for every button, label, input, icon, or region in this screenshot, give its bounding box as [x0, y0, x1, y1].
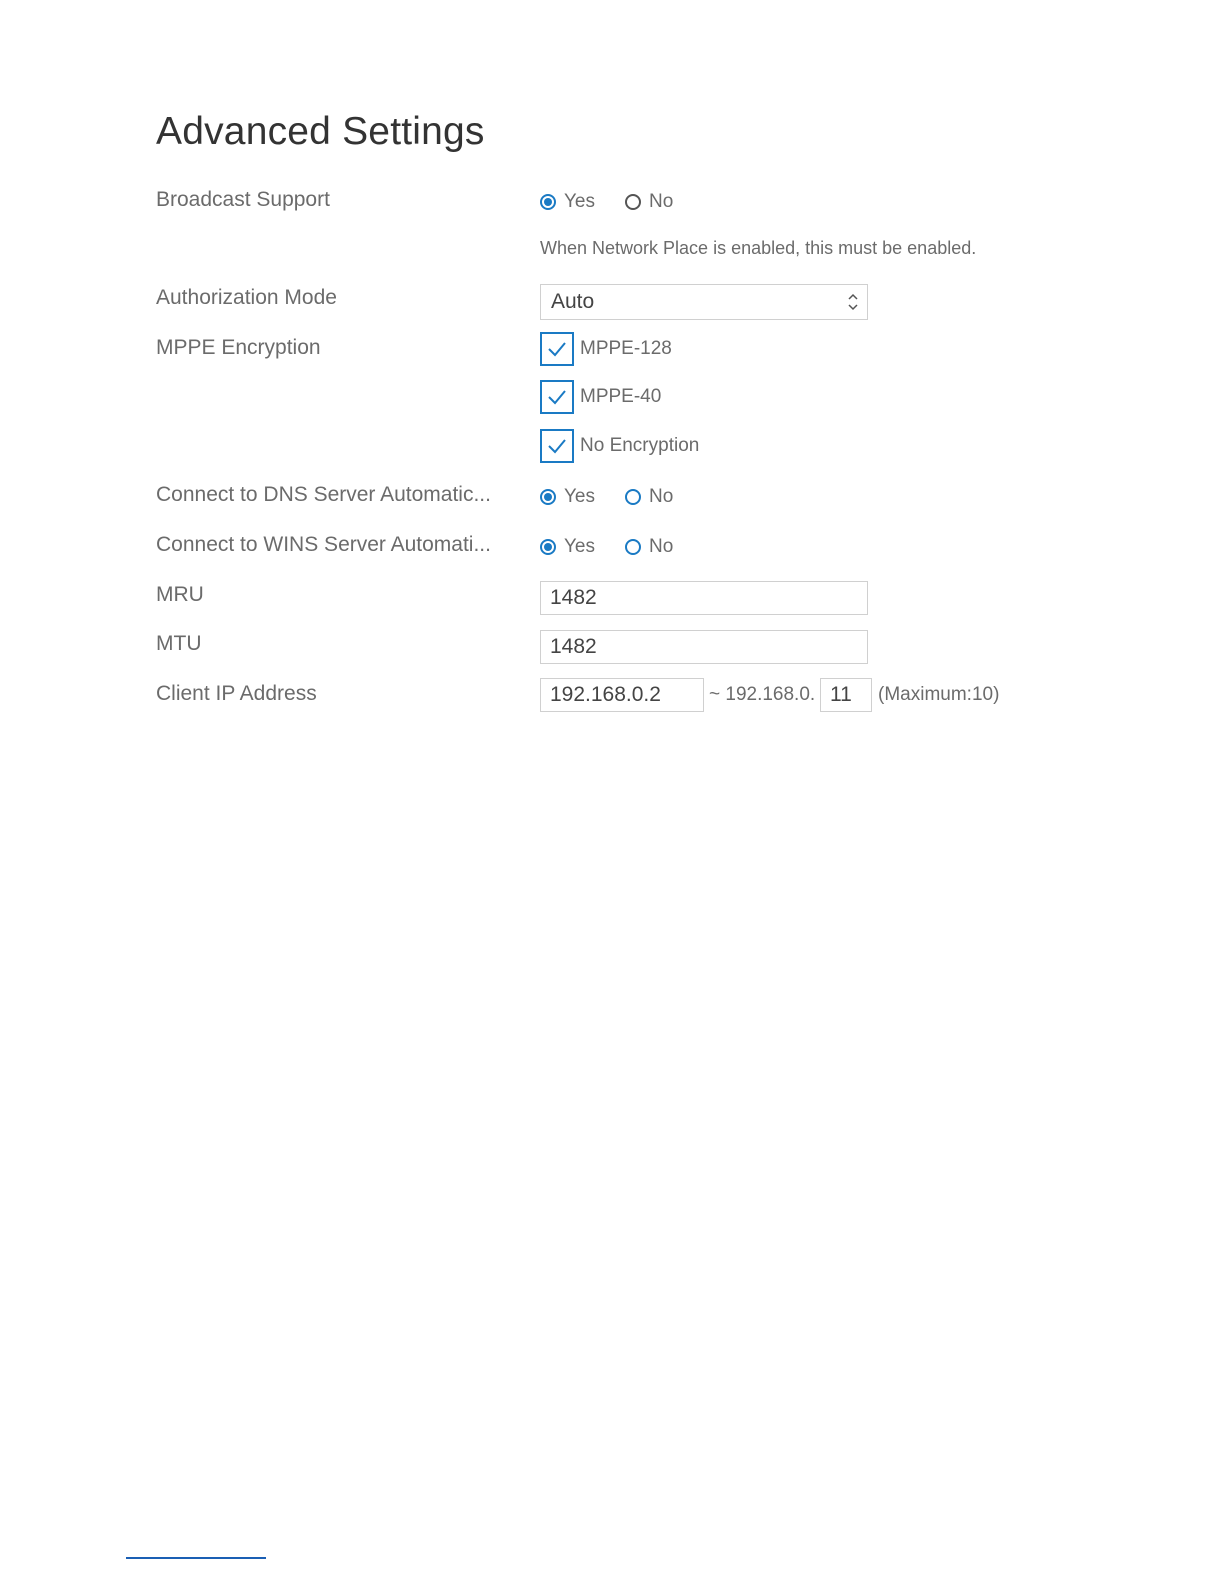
authorization-mode-value: Auto: [551, 290, 595, 313]
dns-auto-yes-radio[interactable]: [540, 486, 595, 508]
radio-selected-icon: [540, 489, 556, 505]
radio-label-no: No: [649, 486, 674, 507]
checkmark-icon: [540, 332, 574, 366]
broadcast-support-yes-radio[interactable]: [540, 191, 595, 213]
client-ip-range-prefix: ~ 192.168.0.: [709, 684, 816, 705]
radio-label-yes: Yes: [564, 191, 595, 212]
dns-auto-radio-group: [540, 486, 673, 508]
mru-label: MRU: [156, 583, 204, 606]
radio-selected-icon: [540, 194, 556, 210]
footer-divider: [126, 1557, 266, 1559]
client-ip-start-input[interactable]: [540, 678, 704, 712]
mru-input[interactable]: [540, 581, 868, 615]
client-ip-label: Client IP Address: [156, 682, 317, 705]
mppe-128-label: MPPE-128: [580, 338, 672, 359]
checkmark-icon: [540, 380, 574, 414]
wins-auto-yes-radio[interactable]: [540, 536, 595, 558]
wins-auto-no-radio[interactable]: [625, 536, 673, 558]
dns-auto-no-radio[interactable]: [625, 486, 673, 508]
client-ip-max-note: (Maximum:10): [878, 684, 1000, 705]
mppe-40-checkbox[interactable]: [540, 380, 661, 414]
mppe-40-label: MPPE-40: [580, 386, 662, 407]
radio-label-yes: Yes: [564, 536, 595, 557]
radio-unselected-icon: [625, 194, 641, 210]
mtu-label: MTU: [156, 632, 202, 655]
broadcast-support-radio-group: [540, 191, 673, 213]
wins-auto-radio-group: [540, 536, 673, 558]
broadcast-support-no-radio[interactable]: [625, 191, 673, 213]
client-ip-end-input[interactable]: [820, 678, 872, 712]
checkmark-icon: [540, 429, 574, 463]
radio-unselected-icon: [625, 539, 641, 555]
radio-label-yes: Yes: [564, 486, 595, 507]
radio-label-no: No: [649, 191, 674, 212]
no-encryption-checkbox[interactable]: [540, 429, 699, 463]
dns-auto-label: Connect to DNS Server Automatic...: [156, 483, 491, 506]
broadcast-support-hint: When Network Place is enabled, this must be enabled.: [540, 238, 977, 258]
radio-selected-icon: [540, 539, 556, 555]
mppe-encryption-label: MPPE Encryption: [156, 336, 321, 359]
radio-unselected-icon: [625, 489, 641, 505]
authorization-mode-label: Authorization Mode: [156, 286, 337, 309]
no-encryption-label: No Encryption: [580, 435, 700, 456]
page-title: Advanced Settings: [156, 110, 485, 153]
radio-label-no: No: [649, 536, 674, 557]
broadcast-support-label: Broadcast Support: [156, 188, 330, 211]
authorization-mode-select[interactable]: [540, 284, 868, 320]
up-down-chevron-icon: [847, 291, 859, 313]
wins-auto-label: Connect to WINS Server Automati...: [156, 533, 491, 556]
mtu-input[interactable]: [540, 630, 868, 664]
mppe-128-checkbox[interactable]: [540, 332, 672, 366]
